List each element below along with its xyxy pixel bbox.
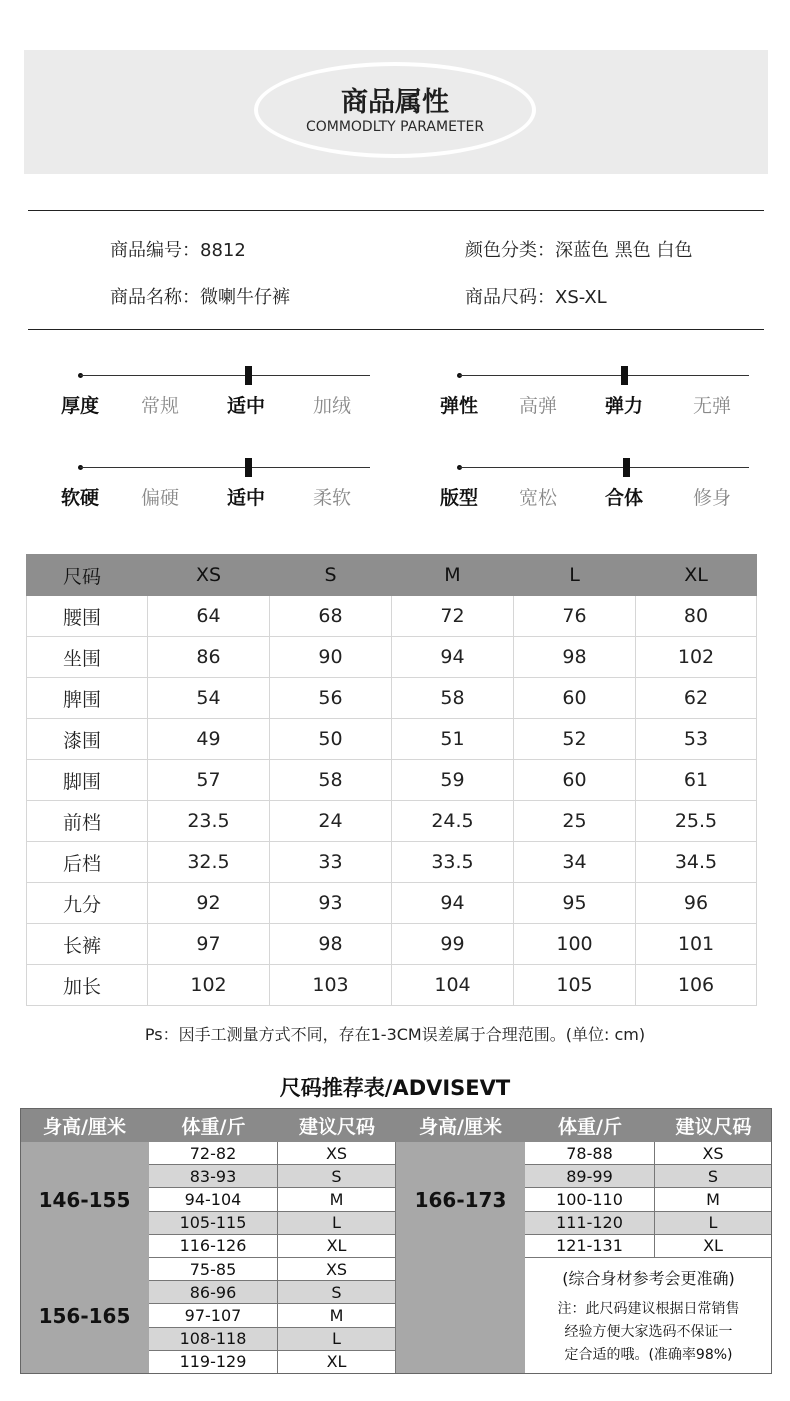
slider-track xyxy=(80,467,370,468)
measure-value: 57 xyxy=(148,760,270,801)
measure-name: 脚围 xyxy=(27,760,148,801)
measure-value: 100 xyxy=(514,924,636,965)
table-row xyxy=(27,801,757,842)
measure-value: 93 xyxy=(270,883,392,924)
header-cell: XL xyxy=(636,555,757,596)
size-table xyxy=(26,554,757,1006)
weight-range: 108-118 xyxy=(149,1328,278,1351)
measure-name: 脾围 xyxy=(27,678,148,719)
measure-value: 98 xyxy=(514,637,636,678)
attribute-option-selected: 合体 xyxy=(605,487,644,509)
attribute-label: 版型 xyxy=(440,487,479,509)
size-recommendation: L xyxy=(655,1212,772,1235)
attribute-option: 柔软 xyxy=(313,487,352,509)
attribute-option: 加绒 xyxy=(313,395,352,417)
measure-value: 94 xyxy=(392,637,514,678)
height-range: 166-173 xyxy=(396,1142,525,1258)
measure-name: 漆围 xyxy=(27,719,148,760)
advise-header-cell: 体重/斤 xyxy=(149,1108,278,1142)
weight-range: 121-131 xyxy=(525,1235,655,1258)
weight-range: 83-93 xyxy=(149,1165,278,1188)
slider-knob xyxy=(245,458,252,477)
weight-range: 78-88 xyxy=(525,1142,655,1165)
measure-value: 104 xyxy=(392,965,514,1006)
product-colors xyxy=(465,236,692,262)
measure-value: 52 xyxy=(514,719,636,760)
size-recommendation: XL xyxy=(655,1235,772,1258)
table-row xyxy=(27,760,757,801)
product-colors-value: 深蓝色 黑色 白色 xyxy=(555,240,693,261)
measure-value: 24 xyxy=(270,801,392,842)
attribute-option-selected: 适中 xyxy=(227,395,266,417)
measure-value: 98 xyxy=(270,924,392,965)
slider-knob xyxy=(621,366,628,385)
measure-name: 腰围 xyxy=(27,596,148,637)
table-row xyxy=(27,924,757,965)
measure-value: 58 xyxy=(270,760,392,801)
divider-top xyxy=(28,210,764,211)
size-recommendation: XL xyxy=(278,1351,396,1374)
attribute-option-selected: 弹力 xyxy=(605,395,644,417)
measure-value: 54 xyxy=(148,678,270,719)
header-cell: XS xyxy=(148,555,270,596)
measure-value: 94 xyxy=(392,883,514,924)
table-row xyxy=(27,596,757,637)
measure-value: 95 xyxy=(514,883,636,924)
measure-value: 25 xyxy=(514,801,636,842)
table-row xyxy=(27,719,757,760)
slider-knob xyxy=(245,366,252,385)
weight-range: 111-120 xyxy=(525,1212,655,1235)
header-cell: L xyxy=(514,555,636,596)
attribute-label: 厚度 xyxy=(61,395,100,417)
measure-value: 32.5 xyxy=(148,842,270,883)
measure-name: 后档 xyxy=(27,842,148,883)
advise-table xyxy=(20,1108,772,1374)
weight-range: 119-129 xyxy=(149,1351,278,1374)
weight-range: 75-85 xyxy=(149,1258,278,1281)
advise-note-line: 定合适的哦。(准确率98%) xyxy=(564,1346,733,1363)
measure-value: 33.5 xyxy=(392,842,514,883)
divider-bottom xyxy=(28,329,764,330)
advise-note-title: (综合身材参考会更准确) xyxy=(562,1268,735,1288)
size-recommendation: XS xyxy=(278,1142,396,1165)
measure-name: 九分 xyxy=(27,883,148,924)
measure-value: 105 xyxy=(514,965,636,1006)
measure-value: 23.5 xyxy=(148,801,270,842)
table-row xyxy=(27,883,757,924)
measure-name: 坐围 xyxy=(27,637,148,678)
slider-knob xyxy=(623,458,630,477)
measure-value: 61 xyxy=(636,760,757,801)
product-number xyxy=(110,236,246,262)
size-recommendation: S xyxy=(278,1165,396,1188)
advise-header-cell: 身高/厘米 xyxy=(20,1108,149,1142)
size-recommendation: M xyxy=(655,1188,772,1211)
product-number-label: 商品编号： xyxy=(110,240,200,261)
height-range: 146-155 xyxy=(20,1142,149,1258)
measure-name: 前档 xyxy=(27,801,148,842)
size-recommendation: S xyxy=(278,1281,396,1304)
measure-value: 106 xyxy=(636,965,757,1006)
measure-value: 102 xyxy=(148,965,270,1006)
weight-range: 100-110 xyxy=(525,1188,655,1211)
attribute-option-selected: 适中 xyxy=(227,487,266,509)
attribute-option: 宽松 xyxy=(519,487,558,509)
measure-value: 102 xyxy=(636,637,757,678)
product-number-value: 8812 xyxy=(200,240,246,261)
advise-header-cell: 体重/斤 xyxy=(525,1108,655,1142)
product-name xyxy=(110,283,290,309)
measure-value: 53 xyxy=(636,719,757,760)
header-cell: S xyxy=(270,555,392,596)
weight-range: 94-104 xyxy=(149,1188,278,1211)
measure-value: 49 xyxy=(148,719,270,760)
advise-title: 尺码推荐表/ADVISEVT xyxy=(279,1076,511,1100)
measure-value: 59 xyxy=(392,760,514,801)
page-subtitle: COMMODLTY PARAMETER xyxy=(305,119,485,135)
product-colors-label: 颜色分类： xyxy=(465,240,555,261)
advise-note-line: 经验方便大家选码不保证一 xyxy=(564,1323,733,1340)
header-cell: M xyxy=(392,555,514,596)
table-row xyxy=(27,842,757,883)
size-table-header xyxy=(27,555,757,596)
advise-header-cell: 建议尺码 xyxy=(278,1108,396,1142)
measure-value: 33 xyxy=(270,842,392,883)
measure-value: 97 xyxy=(148,924,270,965)
advise-header-cell: 身高/厘米 xyxy=(396,1108,525,1142)
weight-range: 97-107 xyxy=(149,1304,278,1327)
weight-range: 86-96 xyxy=(149,1281,278,1304)
measure-value: 68 xyxy=(270,596,392,637)
measure-value: 76 xyxy=(514,596,636,637)
attribute-option: 偏硬 xyxy=(141,487,180,509)
product-size xyxy=(465,283,607,309)
product-name-label: 商品名称： xyxy=(110,287,200,308)
measure-value: 86 xyxy=(148,637,270,678)
measure-value: 64 xyxy=(148,596,270,637)
measure-value: 24.5 xyxy=(392,801,514,842)
measure-value: 103 xyxy=(270,965,392,1006)
size-recommendation: L xyxy=(278,1328,396,1351)
page-title: 商品属性 xyxy=(341,87,449,118)
measure-value: 72 xyxy=(392,596,514,637)
size-recommendation: XL xyxy=(278,1235,396,1258)
weight-range: 116-126 xyxy=(149,1235,278,1258)
advise-note xyxy=(525,1258,772,1374)
advise-header-cell: 建议尺码 xyxy=(655,1108,772,1142)
weight-range: 72-82 xyxy=(149,1142,278,1165)
measure-value: 34.5 xyxy=(636,842,757,883)
slider-track xyxy=(459,467,749,468)
weight-range: 105-115 xyxy=(149,1212,278,1235)
measure-value: 92 xyxy=(148,883,270,924)
product-size-label: 商品尺码： xyxy=(465,287,555,308)
size-recommendation: M xyxy=(278,1188,396,1211)
measurement-note: Ps：因手工测量方式不同，存在1-3CM误差属于合理范围。(单位: cm) xyxy=(144,1025,646,1044)
measure-name: 长裤 xyxy=(27,924,148,965)
size-recommendation: S xyxy=(655,1165,772,1188)
slider-track xyxy=(80,375,370,376)
measure-name: 加长 xyxy=(27,965,148,1006)
measure-value: 25.5 xyxy=(636,801,757,842)
size-recommendation: XS xyxy=(278,1258,396,1281)
size-recommendation: L xyxy=(278,1212,396,1235)
product-size-value: XS-XL xyxy=(555,287,607,308)
table-row xyxy=(27,637,757,678)
height-range-empty xyxy=(396,1258,525,1374)
measure-value: 56 xyxy=(270,678,392,719)
measure-value: 60 xyxy=(514,678,636,719)
measure-value: 101 xyxy=(636,924,757,965)
measure-value: 80 xyxy=(636,596,757,637)
measure-value: 50 xyxy=(270,719,392,760)
measure-value: 34 xyxy=(514,842,636,883)
measure-value: 60 xyxy=(514,760,636,801)
measure-value: 99 xyxy=(392,924,514,965)
attribute-label: 软硬 xyxy=(61,487,100,509)
size-recommendation: M xyxy=(278,1304,396,1327)
height-range: 156-165 xyxy=(20,1258,149,1374)
attribute-label: 弹性 xyxy=(440,395,479,417)
slider-track xyxy=(459,375,749,376)
attribute-option: 无弹 xyxy=(693,395,732,417)
attribute-option: 修身 xyxy=(693,487,732,509)
table-row xyxy=(27,678,757,719)
measure-value: 51 xyxy=(392,719,514,760)
measure-value: 96 xyxy=(636,883,757,924)
table-row xyxy=(27,965,757,1006)
measure-value: 62 xyxy=(636,678,757,719)
attribute-option: 高弹 xyxy=(519,395,558,417)
header-cell: 尺码 xyxy=(27,555,148,596)
weight-range: 89-99 xyxy=(525,1165,655,1188)
measure-value: 90 xyxy=(270,637,392,678)
advise-note-line: 注：此尺码建议根据日常销售 xyxy=(557,1300,740,1317)
attribute-option: 常规 xyxy=(141,395,180,417)
measure-value: 58 xyxy=(392,678,514,719)
product-name-value: 微喇牛仔裤 xyxy=(200,287,290,308)
size-recommendation: XS xyxy=(655,1142,772,1165)
